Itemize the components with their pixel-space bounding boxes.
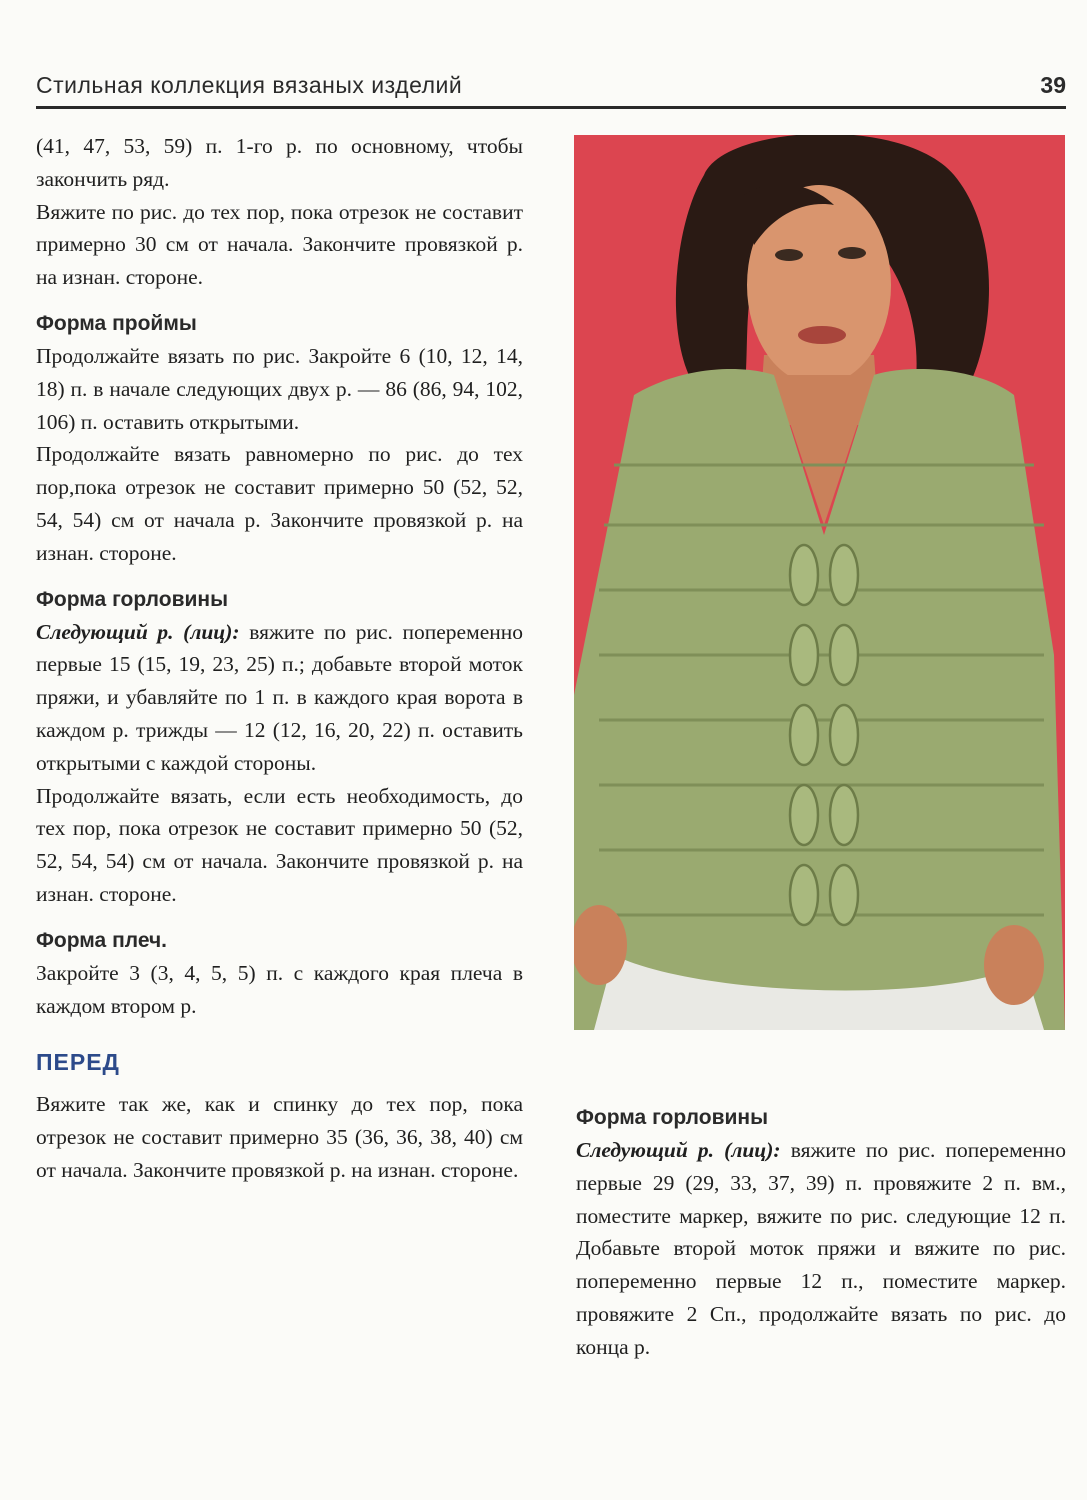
right-neckline-heading: Форма горловины (576, 1106, 769, 1129)
model-illustration (574, 135, 1065, 1030)
left-column (36, 130, 523, 1187)
right-neckline-lead: Следующий р. (лиц): (576, 1138, 781, 1162)
right-hand (984, 925, 1044, 1005)
right-neckline-text: вяжите по рис. попеременно первые 29 (29, 33, 37, 39) п. провяжите 2 п. вм., поместите маркер, вяжите по рис. следующие 12 п. Добавьте второй моток пряжи и вяжите по рис. попеременно первые 12 п., поместите маркер. провяжите 2 Сп., продолжайте вязать по рис. до конца р. (576, 1138, 1066, 1359)
page-header (36, 70, 1066, 109)
armhole-paragraph-1: Продолжайте вязать по рис. Закройте 6 (10, 12, 14, 18) п. в начале следующих двух р. — 86 (86, 94, 102, 106) п. оставить открытыми. (36, 343, 523, 434)
neckline-text: вяжите по рис. попеременно первые 15 (15, 19, 23, 25) п.; добавьте второй моток пряжи, и убавляйте по 1 п. в каждого края ворота в каждом р. трижды — 12 (12, 16, 20, 22) п. оставить открытыми с каждой стороны. (36, 619, 523, 775)
right-neckline-paragraph (576, 1134, 1066, 1364)
armhole-heading: Форма проймы (36, 311, 197, 335)
intro-paragraph-2: Вяжите по рис. до тех пор, пока отрезок не составит примерно 30 см от начала. Закончите провязкой р. на изнан. стороне. (36, 199, 523, 290)
front-heading: ПЕРЕД (36, 1049, 120, 1076)
left-eye (775, 249, 803, 261)
shoulders-paragraph: Закройте 3 (3, 4, 5, 5) п. с каждого края плеча в каждом втором р. (36, 960, 523, 1018)
shoulders-heading: Форма плеч. (36, 928, 168, 952)
page-number: 39 (1040, 72, 1066, 98)
running-title: Стильная коллекция вязаных изделий (36, 72, 463, 98)
model-photo (574, 135, 1065, 1030)
intro-paragraph-1: (41, 47, 53, 59) п. 1-го р. по основному, чтобы закончить ряд. (36, 134, 523, 191)
armhole-paragraph-2: Продолжайте вязать равномерно по рис. до тех пор,пока отрезок не составит примерно 50 (52, 52, 54, 54) см от начала р. Закончите провязкой р. на изнан. стороне. (36, 442, 523, 565)
lips (798, 326, 846, 344)
right-eye (838, 247, 866, 259)
neckline-paragraph-1 (36, 616, 523, 780)
front-paragraph: Вяжите так же, как и спинку до тех пор, пока отрезок не составит примерно 35 (36, 36, 38, 40) см от начала. Закончите провязкой р. на изнан. стороне. (36, 1092, 523, 1182)
right-column (576, 1102, 1066, 1364)
neckline-lead: Следующий р. (лиц): (36, 619, 240, 644)
neckline-paragraph-2: Продолжайте вязать, если есть необходимость, до тех пор, пока отрезок не составит примерно 50 (52, 52, 54, 54) см от начала. Закончите провязкой р. на изнан. стороне. (36, 783, 523, 906)
neckline-heading: Форма горловины (36, 587, 229, 611)
